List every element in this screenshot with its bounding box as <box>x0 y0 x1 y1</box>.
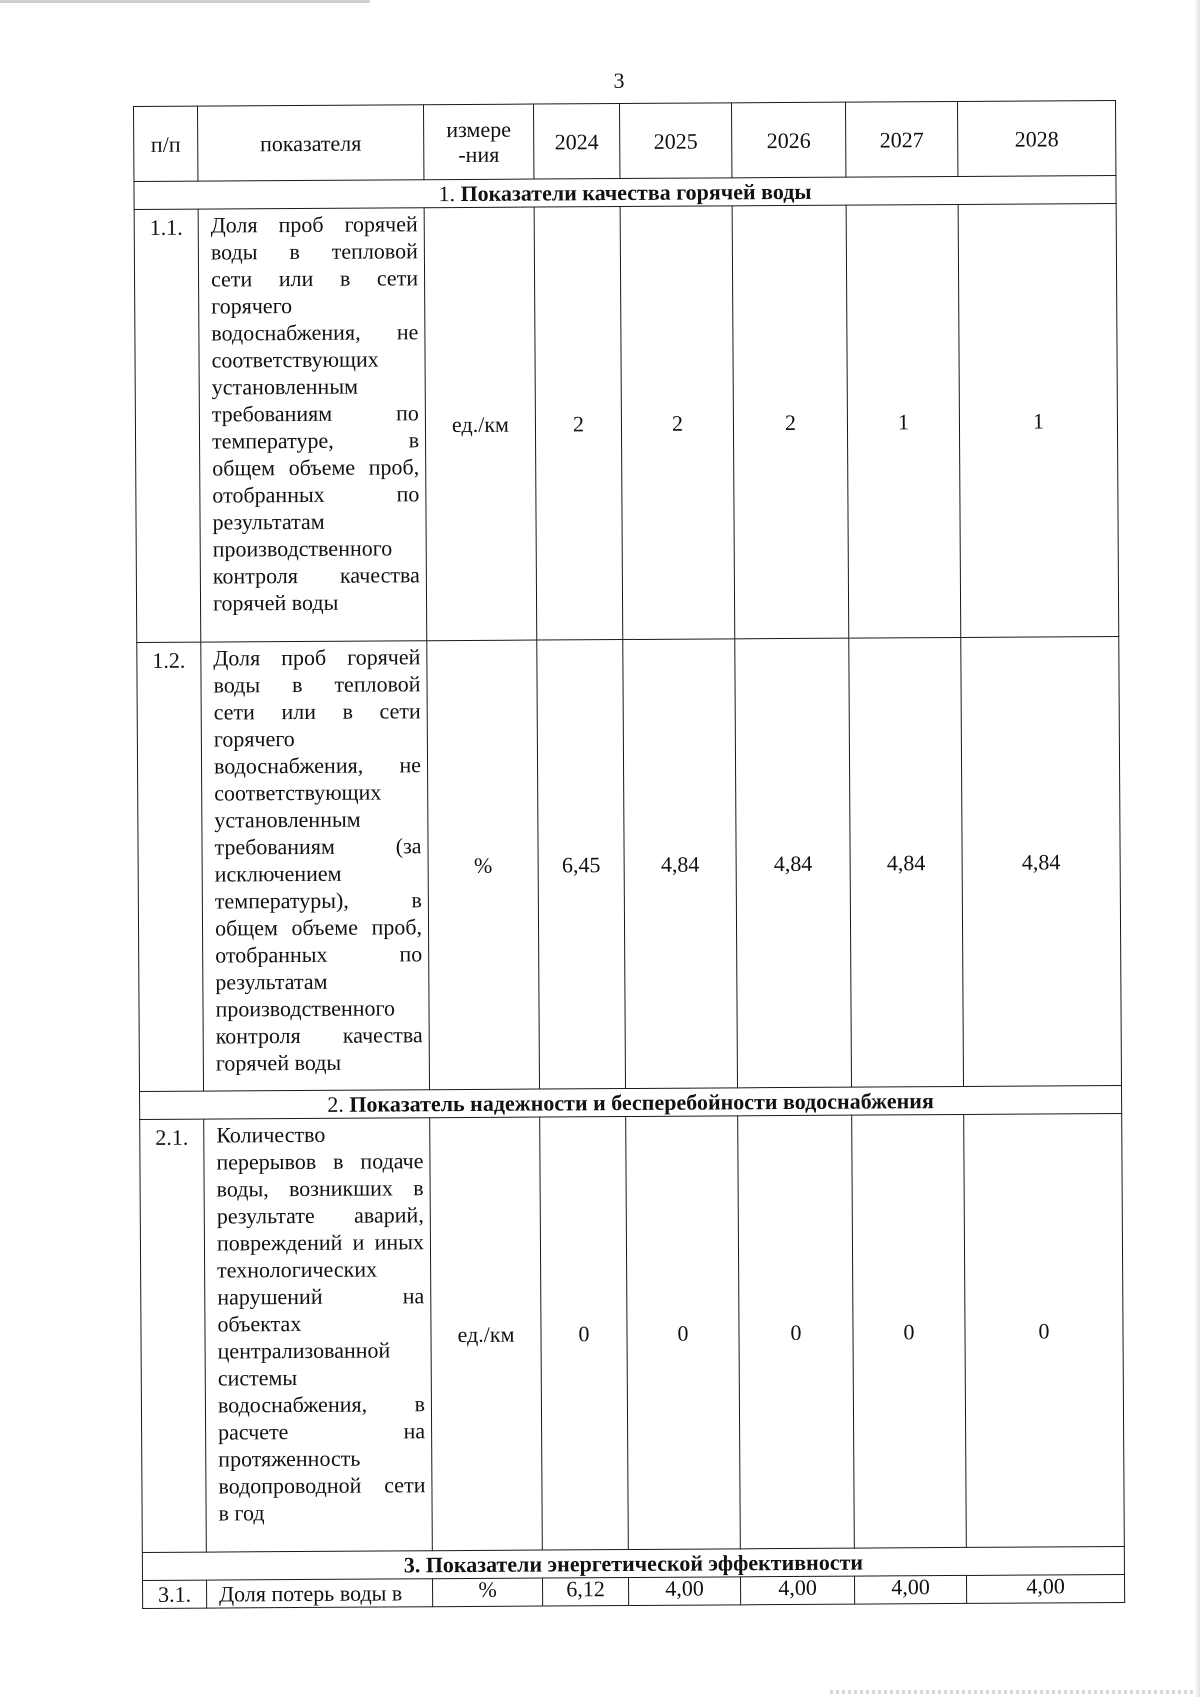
indicator-name-line: сети или в сети <box>213 698 421 725</box>
indicator-name-line: температуре, в <box>211 427 420 454</box>
indicator-name-line: общем объеме проб, <box>214 914 423 941</box>
value-cell: 4,84 <box>849 637 964 1087</box>
header-year: 2028 <box>957 100 1115 176</box>
value-cell: 0 <box>540 1117 629 1551</box>
indicator-name-line: протяженность <box>218 1445 361 1472</box>
header-year: 2025 <box>619 103 731 179</box>
indicator-name <box>201 641 430 1091</box>
indicator-name-line: воды в тепловой <box>213 671 421 698</box>
indicator-name <box>198 208 427 642</box>
table-row <box>134 203 1119 642</box>
value-cell: 4,00 <box>854 1575 966 1604</box>
indicator-name-line: контроля качества <box>212 562 420 589</box>
indicator-name-line: водоснабжения, в <box>217 1391 426 1418</box>
indicator-name-line: производственного <box>215 995 396 1022</box>
indicator-name-line: температуры), в <box>214 887 422 914</box>
indicator-name-line: в год <box>218 1500 265 1526</box>
section-title: Показатель надежности и бесперебойности водоснабжения <box>349 1088 934 1117</box>
header-unit <box>423 104 533 180</box>
indicator-name-line: установленным <box>211 373 359 400</box>
row-number: 1.1. <box>134 209 201 642</box>
header-name: показателя <box>198 105 424 181</box>
indicator-name-line: Доля потерь воды в <box>219 1580 403 1607</box>
indicator-name-line: отобранных по <box>212 481 420 508</box>
value-cell: 4,00 <box>740 1576 854 1605</box>
section-number: 2. <box>327 1091 344 1117</box>
indicator-name <box>204 1118 433 1552</box>
indicator-name-line: водоснабжения, не <box>213 752 422 779</box>
table-row <box>137 636 1122 1091</box>
value-cell: 6,45 <box>537 640 626 1090</box>
section-title: Показатели энергетической эффективности <box>425 1549 864 1578</box>
page-number: 3 <box>613 68 625 93</box>
indicator-name-line: горячей воды <box>212 589 339 616</box>
section-number: 3. <box>403 1552 421 1578</box>
indicator-name <box>207 1579 433 1608</box>
unit-cell: ед./км <box>430 1117 543 1551</box>
indicators-table <box>133 100 1125 1609</box>
scan-edge <box>0 0 370 3</box>
value-cell: 0 <box>738 1115 855 1549</box>
indicator-name-line: водоснабжения, не <box>211 319 419 346</box>
header-unit-line1: измере <box>446 116 512 143</box>
indicator-name-line: централизованной <box>217 1337 391 1364</box>
indicator-name-line: водопроводной сети <box>218 1472 426 1499</box>
indicator-name-line: исключением <box>214 860 342 887</box>
indicator-name-line: технологических <box>217 1256 378 1283</box>
value-cell: 0 <box>964 1113 1125 1547</box>
indicator-name-line: воды, возникших в <box>216 1175 424 1202</box>
value-cell: 2 <box>534 207 623 641</box>
indicator-name-line: объектах <box>217 1310 302 1337</box>
indicator-name-line: производственного <box>212 535 393 562</box>
indicator-name-line: результатам <box>215 968 328 995</box>
indicator-name-line: сети или в сети <box>210 265 419 292</box>
table-row <box>143 1574 1125 1608</box>
unit-cell: % <box>427 640 540 1090</box>
value-cell: 2 <box>620 206 735 640</box>
header-unit-line2: -ния <box>458 141 500 168</box>
scan-shadow-right <box>1194 0 1200 1697</box>
indicator-name-line: контроля качества <box>215 1022 423 1049</box>
value-cell: 4,00 <box>966 1574 1124 1603</box>
value-cell: 4,84 <box>623 639 738 1089</box>
indicator-name-line: Доля проб горячей <box>210 211 418 238</box>
indicator-name-line: требованиям (за <box>214 833 422 860</box>
indicator-name-line: повреждений и иных <box>216 1229 425 1256</box>
section-title: Показатели качества горячей воды <box>460 178 812 207</box>
value-cell: 4,84 <box>735 638 852 1088</box>
indicator-name-line: отобранных по <box>215 941 423 968</box>
indicator-name-line: результате аварий, <box>216 1202 424 1229</box>
indicator-name-line: расчете на <box>218 1418 426 1445</box>
table-row <box>140 1113 1125 1552</box>
indicator-name-line: горячего <box>213 726 295 752</box>
indicator-name-line: воды в тепловой <box>210 238 418 265</box>
indicator-name-line: соответствующих <box>211 346 379 373</box>
value-cell: 6,12 <box>542 1578 628 1607</box>
row-number: 2.1. <box>140 1119 207 1552</box>
header-year: 2024 <box>533 104 619 180</box>
indicator-name-line: нарушений на <box>217 1283 425 1310</box>
table-header-row <box>134 100 1116 181</box>
indicator-name-line: системы <box>217 1365 298 1391</box>
header-num: п/п <box>134 106 198 181</box>
indicator-name-line: Количество <box>216 1121 326 1148</box>
indicator-name-line: Доля проб горячей <box>213 644 421 671</box>
value-cell: 1 <box>846 204 961 638</box>
value-cell: 0 <box>626 1116 741 1550</box>
value-cell: 2 <box>732 205 849 639</box>
scan-artifact-bottom <box>830 1690 1195 1694</box>
indicator-name-line: установленным <box>214 806 361 833</box>
unit-cell: % <box>433 1578 543 1607</box>
header-year: 2027 <box>845 101 957 177</box>
value-cell: 0 <box>852 1114 967 1548</box>
header-year: 2026 <box>731 102 845 178</box>
value-cell: 4,00 <box>628 1577 740 1606</box>
row-number: 3.1. <box>143 1580 207 1608</box>
value-cell: 1 <box>958 203 1119 637</box>
indicator-name-line: соответствующих <box>214 779 382 806</box>
value-cell: 4,84 <box>961 636 1122 1086</box>
indicator-name-line: результатам <box>212 508 325 535</box>
indicator-name-line: общем объеме проб, <box>212 454 420 481</box>
indicator-name-line: горячего <box>211 293 293 319</box>
unit-cell: ед./км <box>424 207 537 641</box>
indicator-name-line: требованиям по <box>211 400 419 427</box>
row-number: 1.2. <box>137 642 204 1091</box>
indicator-name-line: горячей воды <box>215 1049 342 1076</box>
section-number: 1. <box>438 181 456 207</box>
indicator-name-line: перерывов в подаче <box>216 1148 424 1175</box>
